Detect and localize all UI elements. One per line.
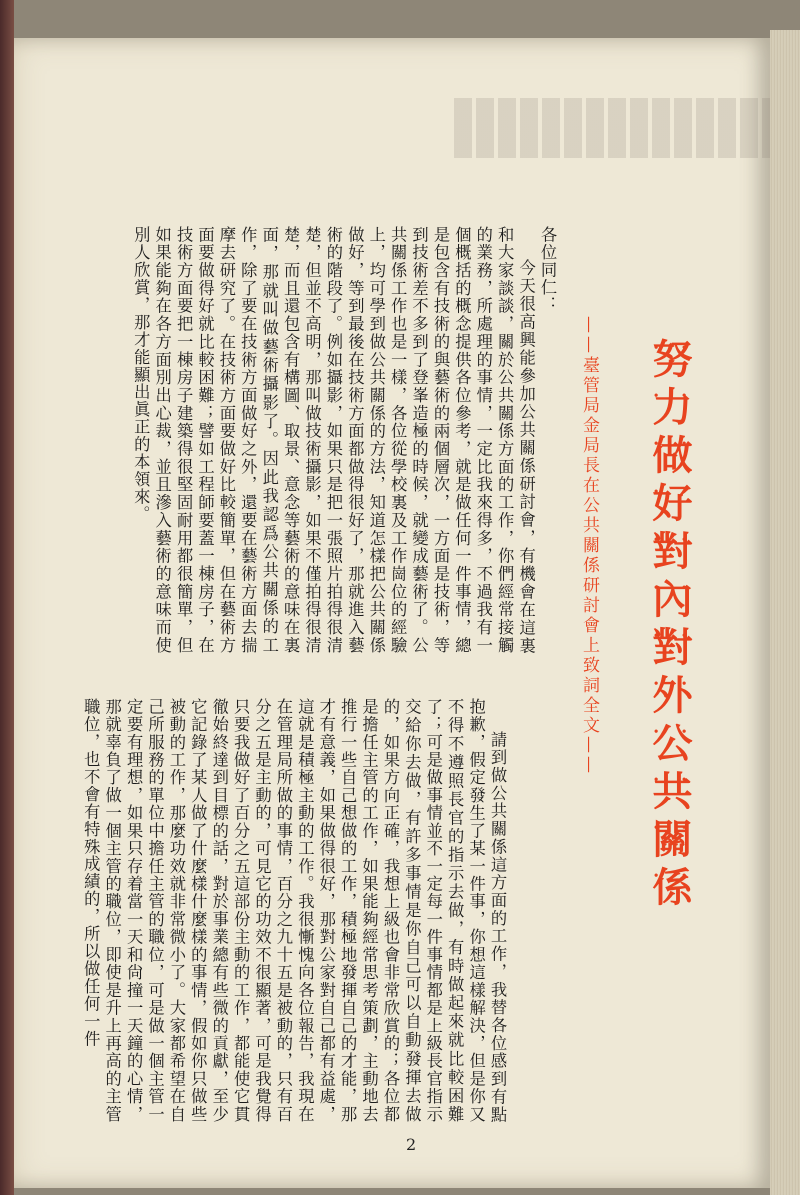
title-char: · 外 · — [646, 674, 692, 722]
body-text-lower — [80, 698, 508, 1123]
title-char: · 好 · — [646, 482, 692, 530]
page-stack-edge — [770, 30, 800, 1195]
bleed-through-text — [454, 98, 774, 158]
title-char: · 共 · — [646, 770, 692, 818]
salutation: 各位同仁： — [538, 226, 557, 314]
body-text-upper — [130, 226, 558, 654]
document-page — [14, 38, 770, 1188]
title-char: · 係 · — [646, 866, 692, 914]
title-block — [646, 338, 692, 914]
title-char: · 對 · — [646, 530, 692, 578]
title-char: · 努 · — [646, 338, 692, 386]
title-char: · 做 · — [646, 434, 692, 482]
article-subtitle: ——臺管局金局長在公共關係研討會上致詞全文—— — [579, 316, 599, 776]
page-number: 2 — [406, 1135, 417, 1154]
title-char: · 力 · — [646, 386, 692, 434]
title-char: · 公 · — [646, 722, 692, 770]
paragraph-2: 請到做公共關係這方面的工作，我替各位感到有點抱歉，假定發生了某一件事，你想這樣解決，但是你又不得不遵照長官的指示去做，有時做起來就比較困難了；可是做事情並不一定每一件事情都是上級長官指示交給你去做，有許多事情是你自己可以自動發揮去做的，如果方向正確，我想上級也會非常欣賞的；各位都是擔任主管的工作，如果能夠經常思考策劃，主動地去推行一些自己想做的工作，積極地發揮自己的才能，那才有意義，如果做得很好，那對公家對自己都有益處，這就是積極主動的工作。我很慚愧向各位報告，我現在在管理局所做的事情，百分之九十五是被動的，只有百分之五是主動的，可見它的功效不很顯著，可是我覺得只要我做好了百分之五這部份主動的工作，都能使它貫徹始終達到目標的話，對於事業總有些微的貢獻，至少它記錄了某人做了什麼樣什麼樣的事情，假如你只做些被動的工作，那麼功效就非常微小了。大家都希望在自己所服務的單位中擔任主管的職位，可是做一個主管一定要有理想，如果只存着當一天和尙撞一天鐘的心情，那就辜負了做一個主管的職位，即使是升上再高的主管職位，也不會有特殊成績的，所以做任何一件 — [81, 698, 507, 1123]
title-char: · 對 · — [646, 626, 692, 674]
paragraph-1: 今天很高興能參加公共關係研討會，有機會在這裏和大家談談，關於公共關係方面的工作，你們經常接觸的業務，所處理的事情，一定比我來得多，不過我有一個概括的概念提供各位參考，就是做任何一件事情，總是包含有技術的與藝術的兩個層次，一方面是技術，等到技術差不多到了登峯造極的時候，就變成藝術了。公共關係工作也是一樣，各位從學校裏及工作崗位的經驗上，均可學到做公共關係的方法，知道怎樣把公共關係做好，等到最後在技術方面都做得很好了，那就進入藝術的階段了。例如攝影，如果只是把一張照片拍得很清楚，但並不高明，那叫做技術攝影，如果不僅拍得很清楚，而且還包含有構圖、取景、意念等藝術的意味在裏面，那就叫做藝術攝影了。因此我認爲公共關係的工作，除了要在技術方面做好之外，還要在藝術方面去揣摩去研究了。在技術方面要做好比較簡單，但在藝術方面要做得好就比較困難；譬如工程師要蓋一棟房子，在技術方面要把一棟房子建築得很堅固耐用都很簡單，但如果能夠在各方面別出心裁，並且滲入藝術的意味而使別人欣賞，那才能顯出眞正的本領來。 — [131, 226, 536, 654]
article-title — [646, 338, 692, 914]
title-char: · 關 · — [646, 818, 692, 866]
title-char: · 內 · — [646, 578, 692, 626]
book-binding — [0, 0, 14, 1195]
